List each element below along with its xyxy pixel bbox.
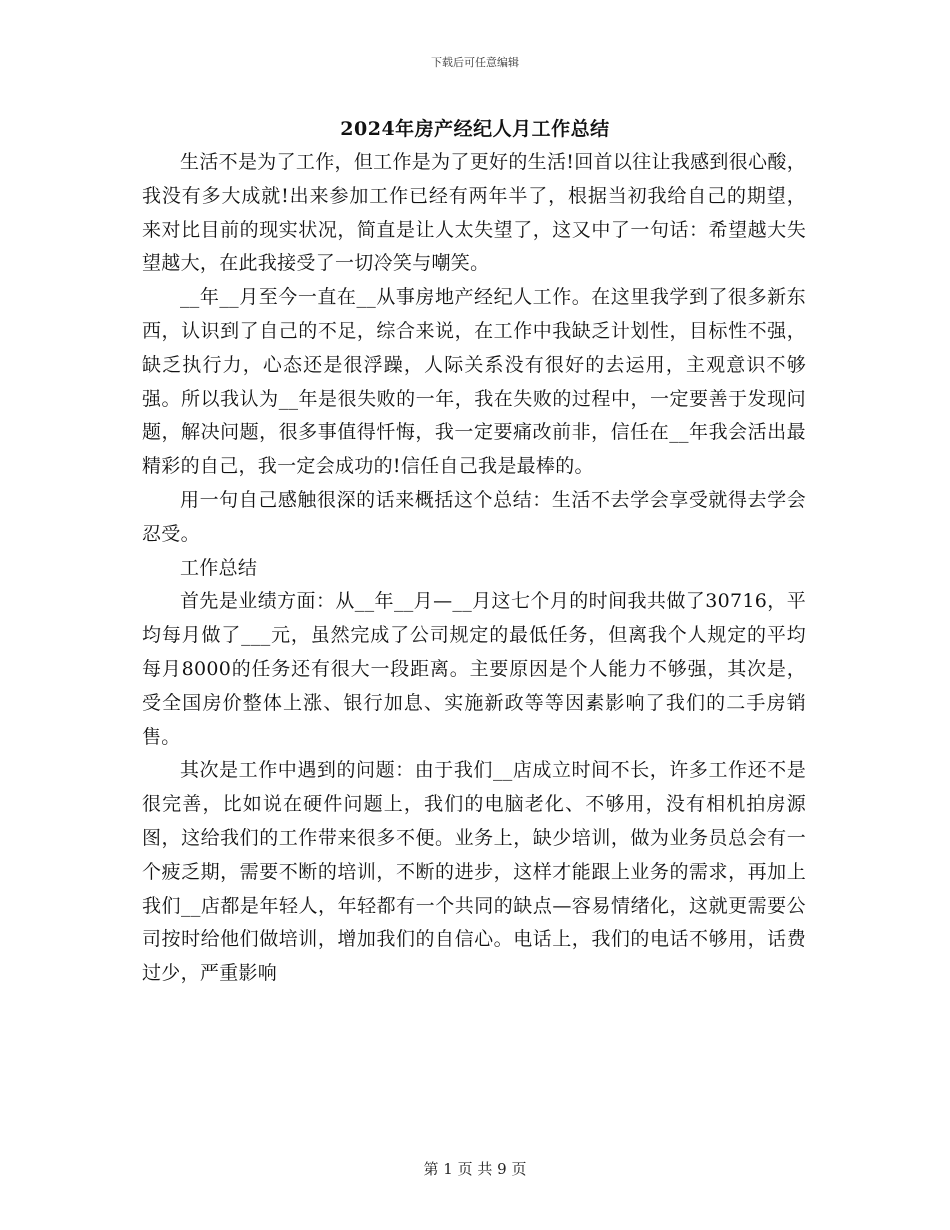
document-body (142, 146, 806, 991)
paragraph-reflection: __年__月至今一直在__从事房地产经纪人工作。在这里我学到了很多新东西，认识到了自己的不足，综合来说，在工作中我缺乏计划性，目标性不强，缺乏执行力，心态还是很浮躁，人际关系没有很好的去运用，主观意识不够强。所以我认为__年是很失败的一年，我在失败的过程中，一定要善于发现问题，解决问题，很多事值得忏悔，我一定要痛改前非，信任在__年我会活出最精彩的自己，我一定会成功的!信任自己我是最棒的。 (142, 286, 806, 478)
page-number-footer: 第 1 页 共 9 页 (423, 1160, 527, 1178)
paragraph-problems: 其次是工作中遇到的问题：由于我们__店成立时间不长，许多工作还不是很完善，比如说在硬件问题上，我们的电脑老化、不够用，没有相机拍房源图，这给我们的工作带来很多不便。业务上，缺少培训，做为业务员总会有一个疲乏期，需要不断的培训，不断的进步，这样才能跟上业务的需求，再加上我们__店都是年轻人，年轻都有一个共同的缺点—容易情绪化，这就更需要公司按时给他们做培训，增加我们的自信心。电话上，我们的电话不够用，话费过少，严重影响 (142, 759, 806, 985)
page-header-note: 下载后可任意编辑 (431, 56, 519, 69)
paragraph-motto: 用一句自己感触很深的话来概括这个总结：生活不去学会享受就得去学会忍受。 (142, 488, 806, 545)
document-title: 2024年房产经纪人月工作总结 (340, 118, 610, 140)
paragraph-performance: 首先是业绩方面：从__年__月—__月这七个月的时间我共做了30716，平均每月做了___元，虽然完成了公司规定的最低任务，但离我个人规定的平均每月8000的任务还有很大一段距离。主要原因是个人能力不够强，其次是，受全国房价整体上涨、银行加息、实施新政等等因素影响了我们的二手房销售。 (142, 590, 806, 748)
paragraph-intro: 生活不是为了工作，但工作是为了更好的生活!回首以往让我感到很心酸，我没有多大成就!出来参加工作已经有两年半了，根据当初我给自己的期望，来对比目前的现实状况，简直是让人太失望了，这又中了一句话：希望越大失望越大，在此我接受了一切冷笑与嘲笑。 (142, 151, 806, 275)
section-heading-work-summary: 工作总结 (180, 556, 258, 579)
